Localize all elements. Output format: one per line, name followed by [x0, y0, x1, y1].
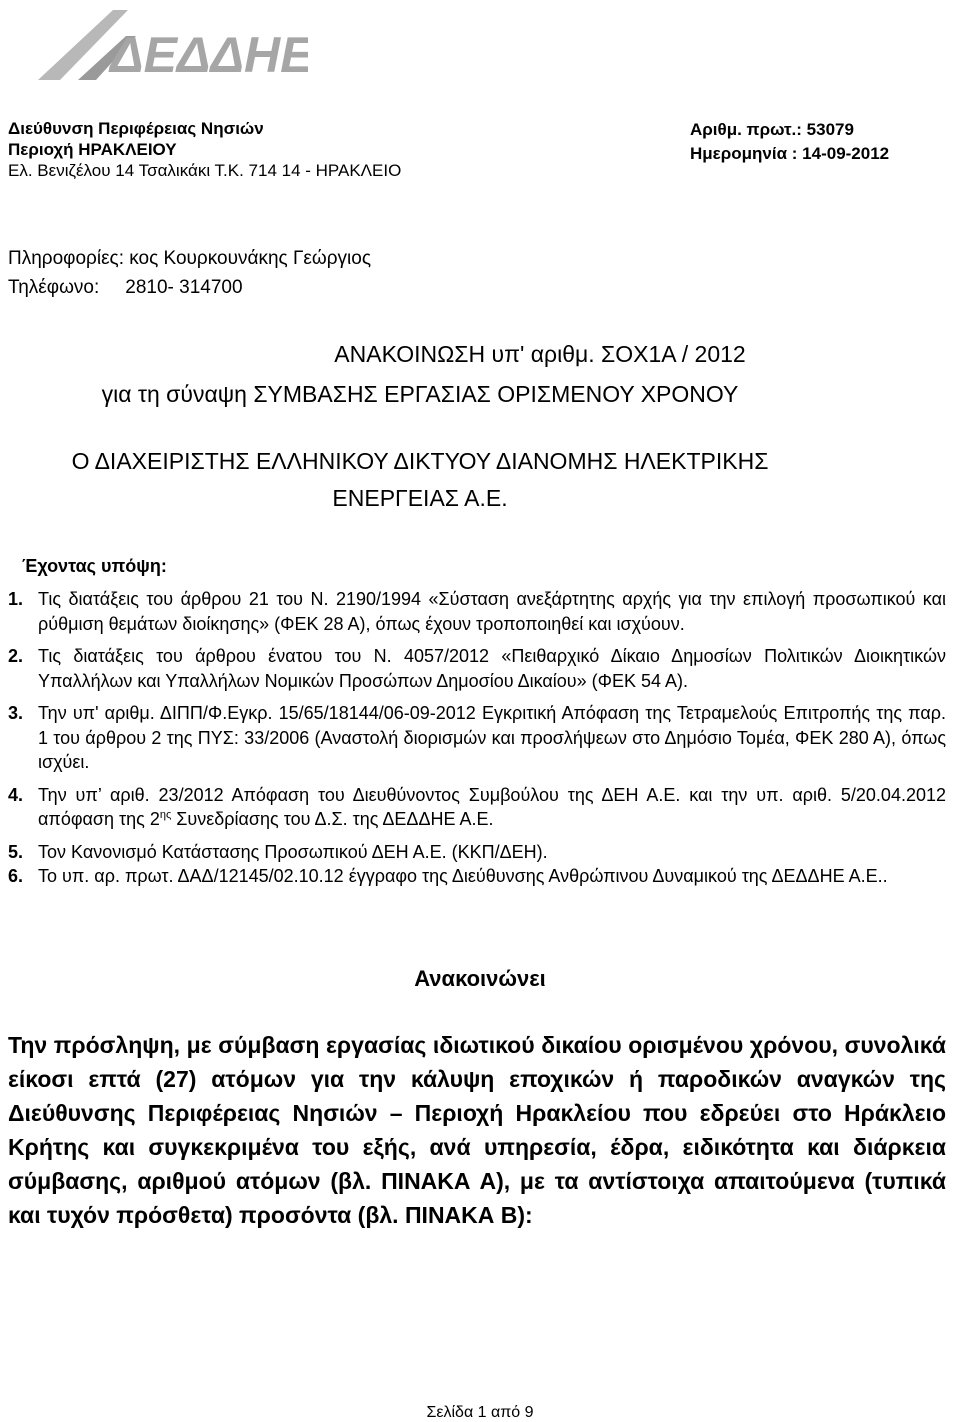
logo-graphic: [8, 2, 308, 92]
contact-person: Πληροφορίες: κος Κουρκουνάκης Γεώργιος: [8, 248, 371, 269]
issuer-line-2: ΕΝΕΡΓΕΙΑΣ Α.Ε.: [332, 485, 508, 511]
item-text: [38, 783, 946, 832]
item-text-part-b: Συνεδρίασης του Δ.Σ. της ΔΕΔΔΗΕ Α.Ε.: [171, 809, 494, 829]
announcement-body: Την πρόσληψη, με σύμβαση εργασίας ιδιωτικού δικαίου ορισμένου χρόνου, συνολικά είκοσι επτά (27) ατόμων για την κάλυψη εποχικών ή παροδικών αναγκών της Διεύθυνσης Περιφέρειας Νησιών – Περιοχή Ηρακλείου που εδρεύει στο Ηράκλειο Κρήτης και συγκεκριμένα του εξής, ανά υπηρεσία, έδρα, ειδικότητα και διάρκεια σύμβασης, αριθμού ατόμων (βλ. ΠΙΝΑΚΑ Α), με τα αντίστοιχα απαιτούμενα (τυπικά και τυχόν πρόσθετα) προσόντα (βλ. ΠΙΝΑΚΑ Β):: [8, 1032, 946, 1228]
phone-line: [8, 273, 371, 302]
item-text: Το υπ. αρ. πρωτ. ΔΑΔ/12145/02.10.12 έγγραφο της Διεύθυνσης Ανθρώπινου Δυναμικού της ΔΕΔΔΗΕ Α.Ε..: [38, 866, 888, 886]
list-item: [8, 783, 946, 832]
logo-text: ΔΕΔΔΗΕ: [110, 27, 308, 83]
protocol-number: Αριθμ. πρωτ.: 53079: [690, 120, 854, 139]
list-item: [8, 587, 946, 636]
item-text-part-a: Την υπ’ αριθ. 23/2012 Απόφαση του Διευθύνοντος Συμβούλου της ΔΕΗ Α.Ε. και την υπ. αριθ. 5/20.04.2012 απόφαση της 2: [38, 784, 946, 829]
document-reference: [690, 118, 889, 166]
ordinal-suffix: ης: [159, 809, 172, 821]
announcement-title: ΑΝΑΚΟΙΝΩΣΗ υπ' αριθμ. ΣΟΧ1Α / 2012: [334, 341, 746, 367]
phone-number: 2810- 314700: [125, 277, 243, 298]
item-number: 1.: [8, 589, 24, 609]
area-name: Περιοχή ΗΡΑΚΛΕΙΟΥ: [8, 140, 177, 159]
item-number: 3.: [8, 703, 24, 723]
list-item: [8, 840, 946, 865]
legal-basis-list: [8, 587, 946, 889]
announces-heading: Ανακοινώνει: [414, 966, 546, 991]
phone-label: Τηλέφωνο:: [8, 277, 100, 298]
list-item: [8, 644, 946, 693]
document-date: Ημερομηνία : 14-09-2012: [690, 144, 890, 163]
item-number: 5.: [8, 841, 24, 862]
contact-info: [8, 244, 371, 302]
issuer-line-1: Ο ΔΙΑΧΕΙΡΙΣΤΗΣ ΕΛΛΗΝΙΚΟΥ ΔΙΚΤΥΟΥ ΔΙΑΝΟΜΗΣ ΗΛΕΚΤΡΙΚΗΣ: [71, 448, 769, 474]
page-number: Σελίδα 1 από 9: [426, 1404, 534, 1421]
company-logo: [8, 2, 308, 92]
item-number: 2.: [8, 646, 24, 666]
item-number: 4.: [8, 784, 24, 805]
item-text: Την υπ' αριθμ. ΔΙΠΠ/Φ.Εγκρ. 15/65/18144/06-09-2012 Εγκριτική Απόφαση της Τετραμελούς Επιτροπής της παρ. 1 του άρθρου 2 της ΠΥΣ: 33/2006 (Αναστολή διορισμών και προσλήψεων στο Δημόσιο Τομέα, ΦΕΚ 280 Α), όπως ισχύει.: [38, 703, 946, 772]
announcement-subtitle: για τη σύναψη ΣΥΜΒΑΣΗΣ ΕΡΓΑΣΙΑΣ ΟΡΙΣΜΕΝΟΥ ΧΡΟΝΟΥ: [101, 381, 739, 407]
having-in-mind-heading: Έχοντας υπόψη:: [22, 556, 167, 576]
item-text: Τις διατάξεις του άρθρου 21 του Ν. 2190/1994 «Σύσταση ανεξάρτητης αρχής για την επιλογή προσωπικού και ρύθμιση θεμάτων διοίκησης» (ΦΕΚ 28 Α), όπως έχουν τροποποιηθεί και ισχύουν.: [38, 589, 946, 634]
directorate-name: Διεύθυνση Περιφέρειας Νησιών: [8, 119, 264, 138]
item-text: Τις διατάξεις του άρθρου ένατου του Ν. 4057/2012 «Πειθαρχικό Δίκαιο Δημοσίων Πολιτικών Διοικητικών Υπαλλήλων και Υπαλλήλων Νομικών Προσώπων Δημοσίου Δικαίου» (ΦΕΚ 54 Α).: [38, 646, 946, 691]
list-item: [8, 864, 946, 889]
item-text: Τον Κανονισμό Κατάστασης Προσωπικού ΔΕΗ Α.Ε. (ΚΚΠ/ΔΕΗ).: [38, 841, 548, 862]
list-item: [8, 701, 946, 775]
sender-address: [8, 118, 401, 181]
street-address: Ελ. Βενιζέλου 14 Τσαλικάκι Τ.Κ. 714 14 - ΗΡΑΚΛΕΙΟ: [8, 161, 402, 180]
item-number: 6.: [8, 866, 24, 886]
